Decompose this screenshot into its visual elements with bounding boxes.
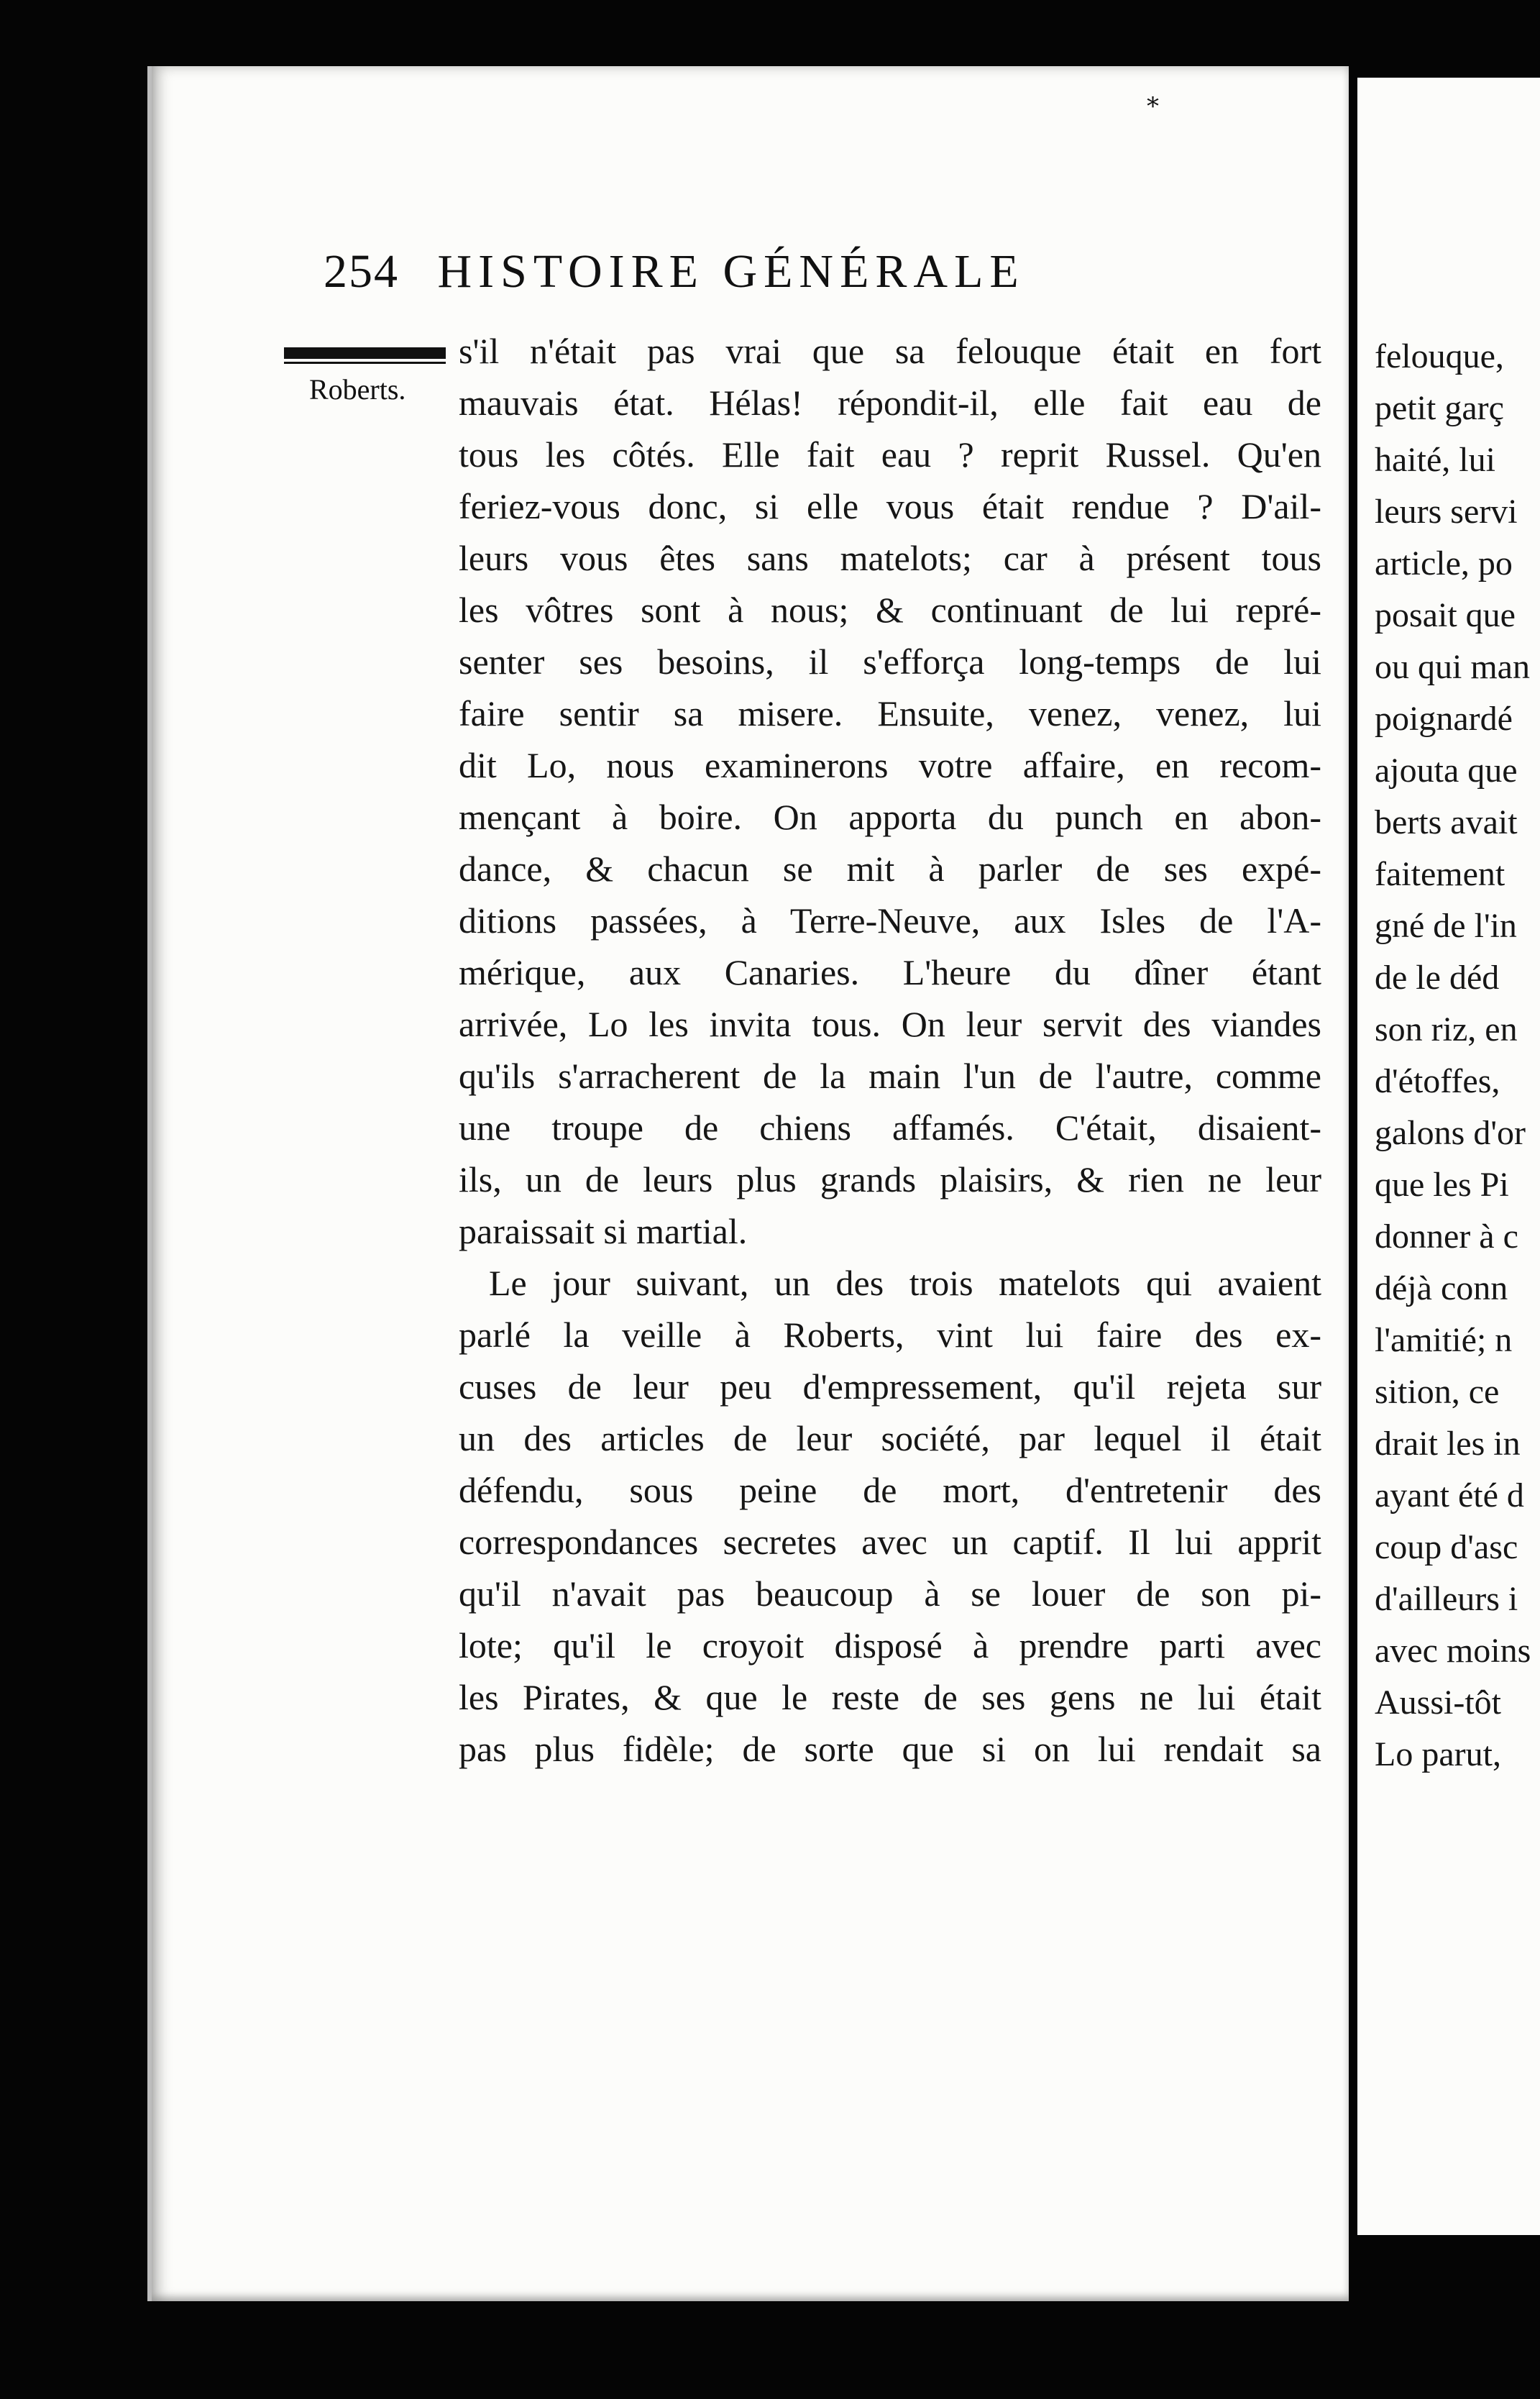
- facing-page-line: d'ailleurs i: [1375, 1580, 1518, 1618]
- text-line: cuses de leur peu d'empressement, qu'il rejeta sur: [459, 1366, 1321, 1407]
- text-line: faire sentir sa misere. Ensuite, venez, venez, lui: [459, 693, 1321, 734]
- facing-page-text: [1357, 331, 1531, 1781]
- text-line: dance, & chacun se mit à parler de ses expé-: [459, 849, 1321, 889]
- text-line: les Pirates, & que le reste de ses gens ne lui était: [459, 1677, 1321, 1717]
- facing-page-line: Lo parut,: [1375, 1735, 1501, 1773]
- facing-page-line: déjà conn: [1375, 1269, 1508, 1307]
- facing-page-line: petit garç: [1375, 389, 1504, 427]
- facing-page-line: faitement: [1375, 855, 1505, 893]
- facing-page-line: son riz, en: [1375, 1010, 1518, 1048]
- text-line: dit Lo, nous examinerons votre affaire, en recom-: [459, 745, 1321, 785]
- body-text: [459, 325, 1321, 1775]
- facing-page-line: gné de l'in: [1375, 907, 1517, 945]
- running-title: HISTOIRE GÉNÉRALE: [437, 245, 1025, 298]
- facing-page-line: l'amitié; n: [1375, 1321, 1513, 1359]
- text-line: leurs vous êtes sans matelots; car à présent tous: [459, 538, 1321, 578]
- text-line: mauvais état. Hélas! répondit-il, elle fait eau de: [459, 383, 1321, 423]
- facing-page-line: ayant été d: [1375, 1476, 1524, 1514]
- text-line: mençant à boire. On apporta du punch en abon-: [459, 797, 1321, 837]
- ornament-mark: *: [1147, 92, 1159, 121]
- text-line: Le jour suivant, un des trois matelots qui avaient: [489, 1263, 1321, 1303]
- facing-page-line: leurs servi: [1375, 493, 1518, 531]
- facing-page-line: ou qui man: [1375, 648, 1530, 686]
- running-header: [324, 245, 1025, 299]
- facing-page-line: haité, lui: [1375, 441, 1495, 479]
- margin-note: Roberts.: [309, 373, 406, 406]
- facing-page-line: coup d'asc: [1375, 1528, 1518, 1566]
- text-line: qu'ils s'arracherent de la main l'un de l'autre, comme: [459, 1056, 1321, 1096]
- facing-page-line: que les Pi: [1375, 1166, 1509, 1204]
- text-line: parlé la veille à Roberts, vint lui faire des ex-: [459, 1315, 1321, 1355]
- facing-page-line: galons d'or: [1375, 1114, 1526, 1152]
- text-line: s'il n'était pas vrai que sa felouque était en fort: [459, 331, 1321, 371]
- facing-page-line: ajouta que: [1375, 751, 1518, 790]
- facing-page-line: poignardé: [1375, 700, 1513, 738]
- text-line: paraissait si martial.: [459, 1211, 748, 1251]
- facing-page-line: d'étoffes,: [1375, 1062, 1500, 1100]
- text-line: tous les côtés. Elle fait eau ? reprit Russel. Qu'en: [459, 434, 1321, 475]
- facing-page-line: felouque,: [1375, 337, 1504, 375]
- facing-page-line: avec moins: [1375, 1632, 1531, 1670]
- text-line: les vôtres sont à nous; & continuant de lui repré-: [459, 590, 1321, 630]
- text-line: défendu, sous peine de mort, d'entretenir des: [459, 1470, 1321, 1510]
- facing-page-line: posait que: [1375, 596, 1516, 634]
- text-line: feriez-vous donc, si elle vous était rendue ? D'ail-: [459, 486, 1321, 526]
- page-number: 254: [324, 245, 399, 298]
- facing-page-line: de le déd: [1375, 959, 1500, 997]
- facing-page-fragment: [1357, 78, 1540, 2235]
- text-line: ditions passées, à Terre-Neuve, aux Isles de l'A-: [459, 900, 1321, 941]
- text-line: un des articles de leur société, par lequel il était: [459, 1418, 1321, 1458]
- margin-rule: [284, 347, 446, 359]
- text-line: arrivée, Lo les invita tous. On leur servit des viandes: [459, 1004, 1321, 1044]
- facing-page-line: berts avait: [1375, 803, 1518, 841]
- text-line: ils, un de leurs plus grands plaisirs, & rien ne leur: [459, 1159, 1321, 1200]
- text-line: correspondances secretes avec un captif. Il lui apprit: [459, 1522, 1321, 1562]
- facing-page-line: Aussi-tôt: [1375, 1683, 1502, 1722]
- text-line: senter ses besoins, il s'efforça long-temps de lui: [459, 641, 1321, 682]
- facing-page-line: article, po: [1375, 544, 1513, 582]
- text-line: lote; qu'il le croyoit disposé à prendre parti avec: [459, 1625, 1321, 1665]
- text-line: mérique, aux Canaries. L'heure du dîner étant: [459, 952, 1321, 992]
- facing-page-line: drait les in: [1375, 1425, 1521, 1463]
- text-line: qu'il n'avait pas beaucoup à se louer de son pi-: [459, 1573, 1321, 1614]
- text-line: pas plus fidèle; de sorte que si on lui rendait sa: [459, 1729, 1321, 1769]
- text-line: une troupe de chiens affamés. C'était, disaient-: [459, 1107, 1321, 1148]
- facing-page-line: sition, ce: [1375, 1373, 1500, 1411]
- facing-page-line: donner à c: [1375, 1217, 1518, 1256]
